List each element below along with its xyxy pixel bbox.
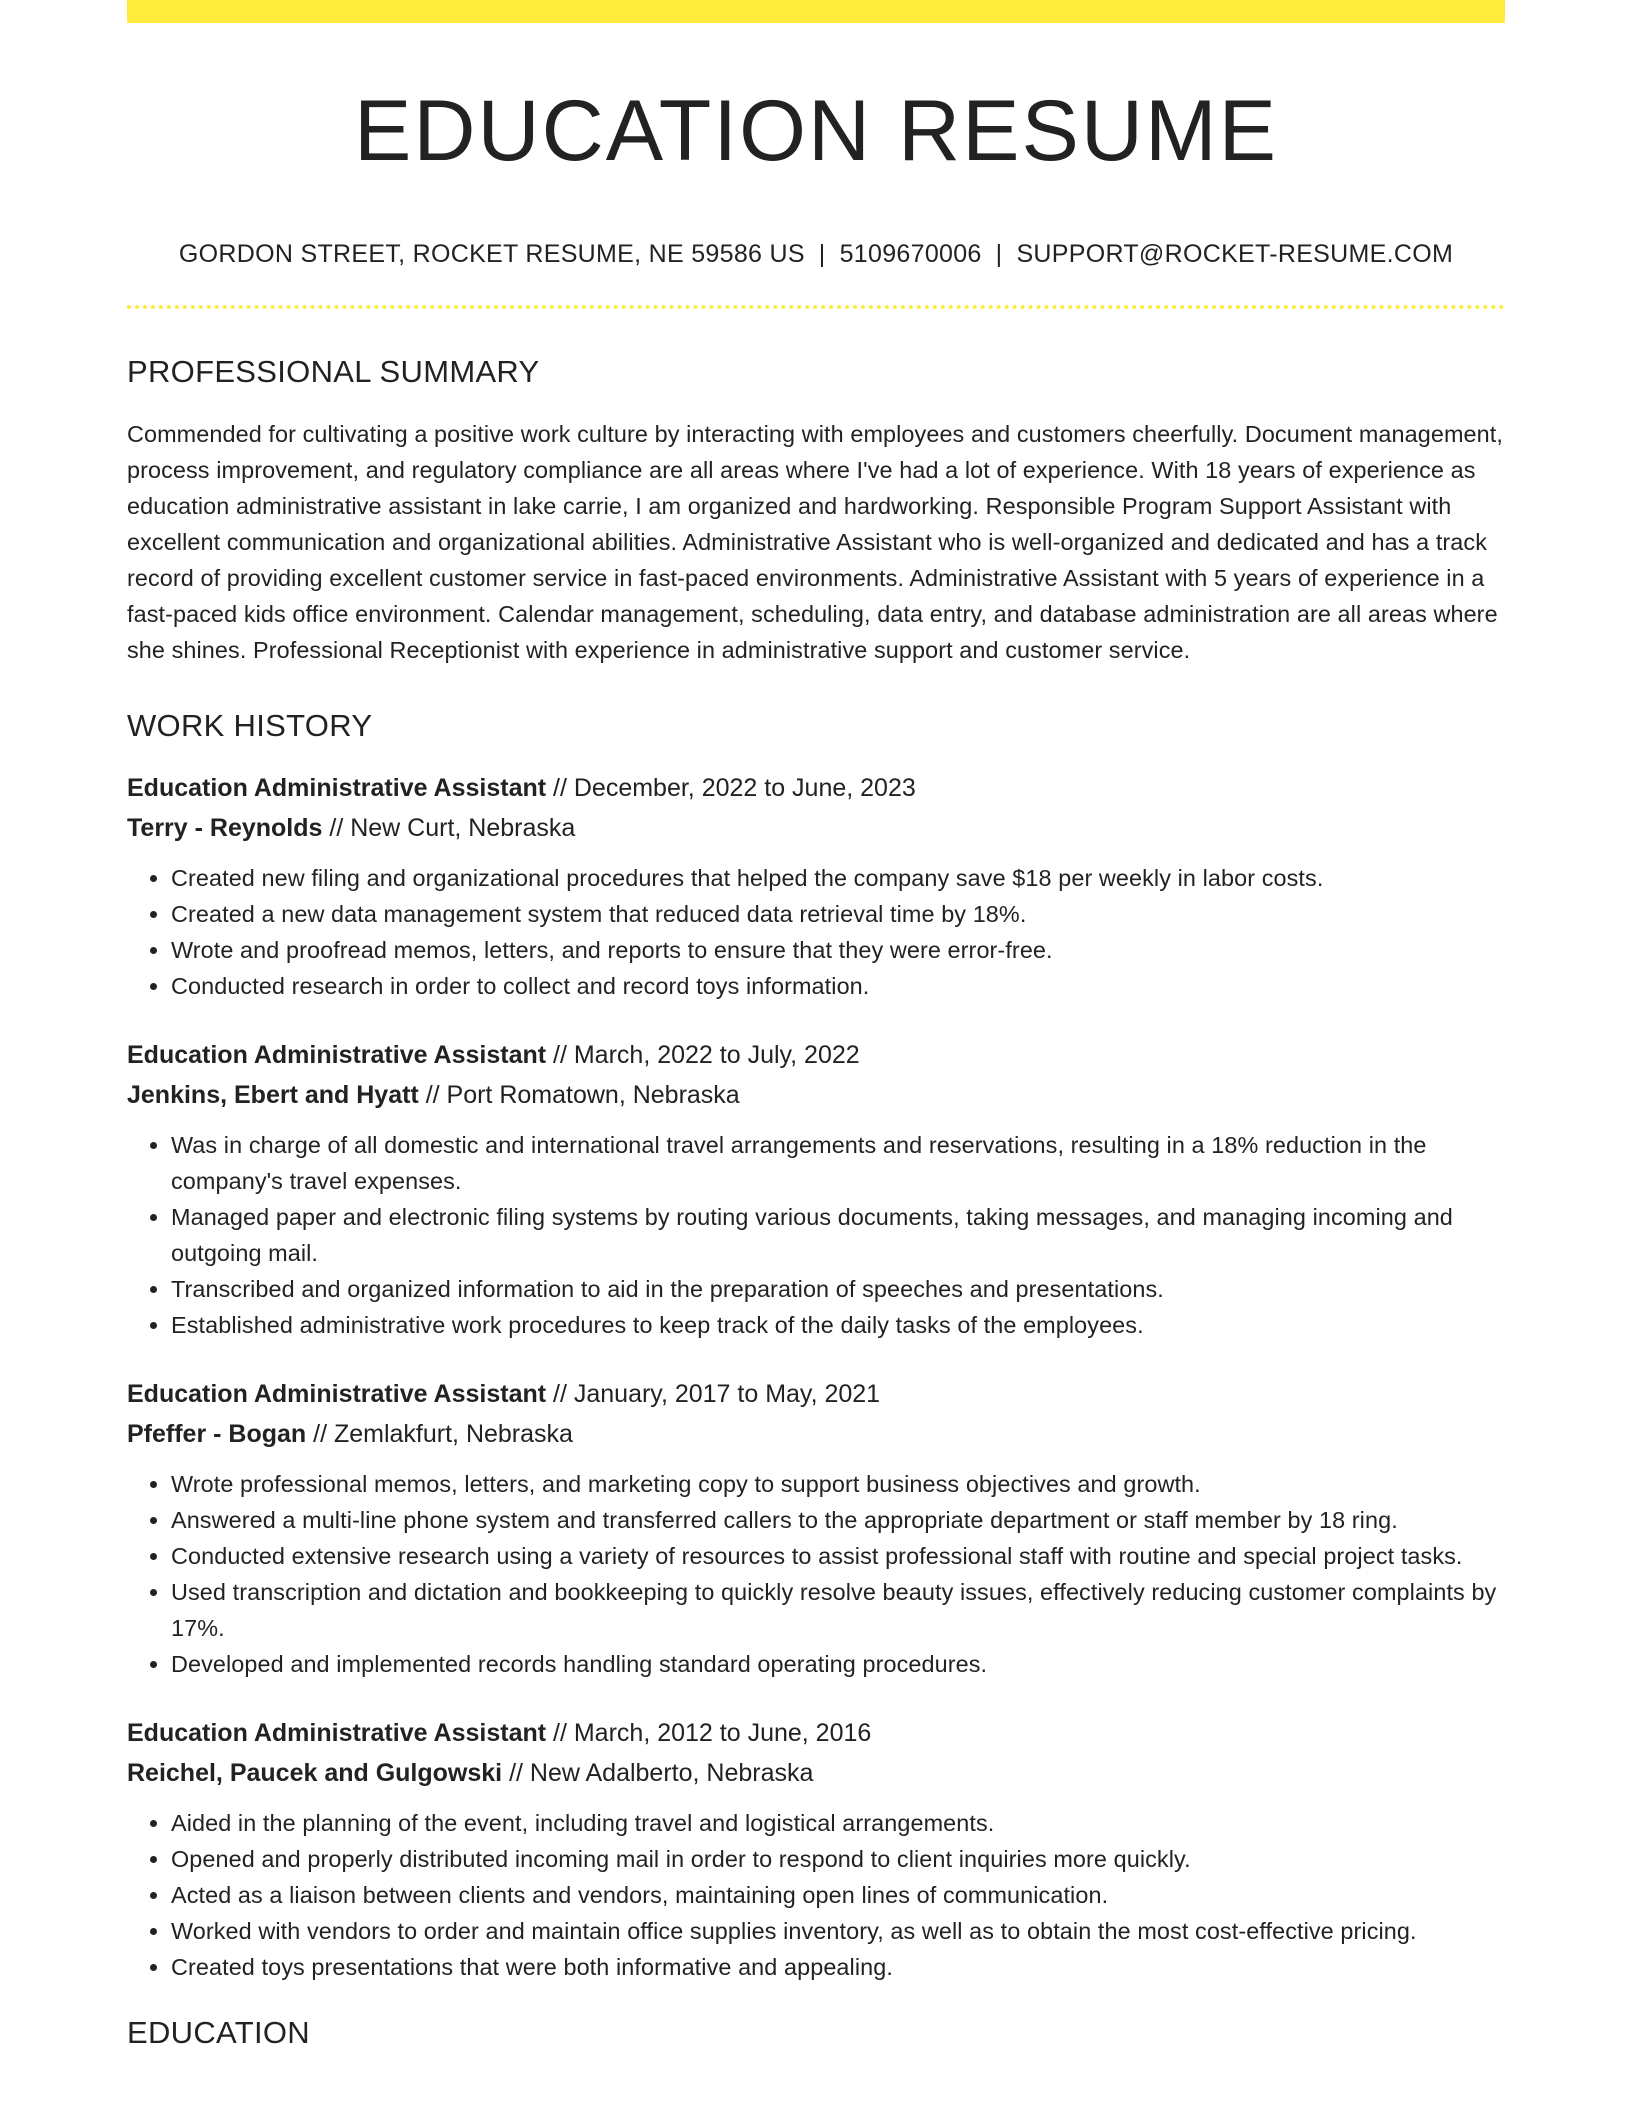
job-bullet: • Worked with vendors to order and maintain office supplies inventory, as well as to obtain the most cost-effective pricing. (171, 1913, 1505, 1949)
work-history-heading: WORK HISTORY (127, 707, 373, 743)
job-bullet: • Was in charge of all domestic and international travel arrangements and reservations, resulting in a 18% reduction in the company's travel expenses. (171, 1127, 1505, 1199)
job-location: // New Adalberto, Nebraska (502, 1758, 814, 1787)
job-bullets (127, 1127, 1505, 1343)
job-entry (127, 1374, 1505, 1682)
job-bullet: • Established administrative work procedures to keep track of the daily tasks of the employees. (171, 1307, 1505, 1343)
work-history-list (127, 768, 1505, 1985)
job-bullets (127, 1466, 1505, 1682)
job-bullet: • Transcribed and organized information to aid in the preparation of speeches and presentations. (171, 1271, 1505, 1307)
job-title: Education Administrative Assistant (127, 1718, 547, 1747)
job-company: Jenkins, Ebert and Hyatt (127, 1080, 419, 1109)
job-bullet: • Conducted research in order to collect and record toys information. (171, 968, 1505, 1004)
job-bullet: • Managed paper and electronic filing systems by routing various documents, taking messages, and managing incoming and outgoing mail. (171, 1199, 1505, 1271)
job-title-line (127, 1035, 1505, 1075)
job-bullet: • Conducted extensive research using a variety of resources to assist professional staff with routine and special project tasks. (171, 1538, 1505, 1574)
job-bullet: • Created a new data management system that reduced data retrieval time by 18%. (171, 896, 1505, 932)
job-dates: // March, 2022 to July, 2022 (546, 1040, 860, 1069)
resume-title: EDUCATION RESUME (354, 83, 1278, 179)
job-dates: // January, 2017 to May, 2021 (546, 1379, 881, 1408)
education-heading: EDUCATION (127, 2014, 310, 2050)
job-bullet: • Wrote and proofread memos, letters, and reports to ensure that they were error-free. (171, 932, 1505, 968)
job-title-line (127, 1713, 1505, 1753)
resume-page (127, 0, 1505, 2051)
job-location: // Port Romatown, Nebraska (418, 1080, 740, 1109)
job-dates: // March, 2012 to June, 2016 (546, 1718, 872, 1747)
job-company: Terry - Reynolds (127, 813, 323, 842)
job-title: Education Administrative Assistant (127, 1379, 547, 1408)
job-location: // Zemlakfurt, Nebraska (306, 1419, 573, 1448)
job-title: Education Administrative Assistant (127, 773, 547, 802)
job-bullets (127, 860, 1505, 1004)
job-bullet: • Acted as a liaison between clients and vendors, maintaining open lines of communication. (171, 1877, 1505, 1913)
job-company-line (127, 1075, 1505, 1115)
job-bullet: • Wrote professional memos, letters, and marketing copy to support business objectives and growth. (171, 1466, 1505, 1502)
job-title: Education Administrative Assistant (127, 1040, 547, 1069)
job-company: Reichel, Paucek and Gulgowski (127, 1758, 503, 1787)
job-bullets (127, 1805, 1505, 1985)
job-title-line (127, 768, 1505, 808)
top-accent-bar (127, 0, 1505, 23)
job-entry (127, 1035, 1505, 1343)
job-entry (127, 1713, 1505, 1985)
contact-line (127, 239, 1505, 269)
job-title-line (127, 1374, 1505, 1414)
contact-phone: 5109670006 (839, 239, 982, 268)
job-bullet: • Opened and properly distributed incoming mail in order to respond to client inquiries more quickly. (171, 1841, 1505, 1877)
contact-separator: | (995, 239, 1003, 268)
job-company-line (127, 1414, 1505, 1454)
job-entry (127, 768, 1505, 1004)
job-company-line (127, 808, 1505, 848)
contact-email: SUPPORT@ROCKET-RESUME.COM (1016, 239, 1454, 268)
job-bullet: • Created toys presentations that were both informative and appealing. (171, 1949, 1505, 1985)
contact-address: GORDON STREET, ROCKET RESUME, NE 59586 US (178, 239, 805, 268)
dotted-divider (127, 305, 1505, 309)
job-bullet: • Used transcription and dictation and bookkeeping to quickly resolve beauty issues, effectively reducing customer complaints by 17%. (171, 1574, 1505, 1646)
contact-separator: | (818, 239, 826, 268)
job-bullet: • Answered a multi-line phone system and transferred callers to the appropriate department or staff member by 18 ring. (171, 1502, 1505, 1538)
summary-text: Commended for cultivating a positive work culture by interacting with employees and customers cheerfully. Document management, process improvement, and regulatory compliance are all areas where I've had a lot of experience. With 18 years of experience as education administrative assistant in lake carrie, I am organized and hardworking. Responsible Program Support Assistant with excellent communication and organizational abilities. Administrative Assistant who is well-organized and dedicated and has a track record of providing excellent customer service in fast-paced environments. Administrative Assistant with 5 years of experience in a fast-paced kids office environment. Calendar management, scheduling, data entry, and database administration are all areas where she shines. Professional Receptionist with experience in administrative support and customer service. (127, 420, 1503, 663)
job-bullet: • Aided in the planning of the event, including travel and logistical arrangements. (171, 1805, 1505, 1841)
job-company: Pfeffer - Bogan (127, 1419, 307, 1448)
job-bullet: • Developed and implemented records handling standard operating procedures. (171, 1646, 1505, 1682)
job-location: // New Curt, Nebraska (322, 813, 576, 842)
job-bullet: • Created new filing and organizational procedures that helped the company save $18 per weekly in labor costs. (171, 860, 1505, 896)
job-company-line (127, 1753, 1505, 1793)
summary-heading: PROFESSIONAL SUMMARY (127, 353, 540, 389)
job-dates: // December, 2022 to June, 2023 (546, 773, 916, 802)
